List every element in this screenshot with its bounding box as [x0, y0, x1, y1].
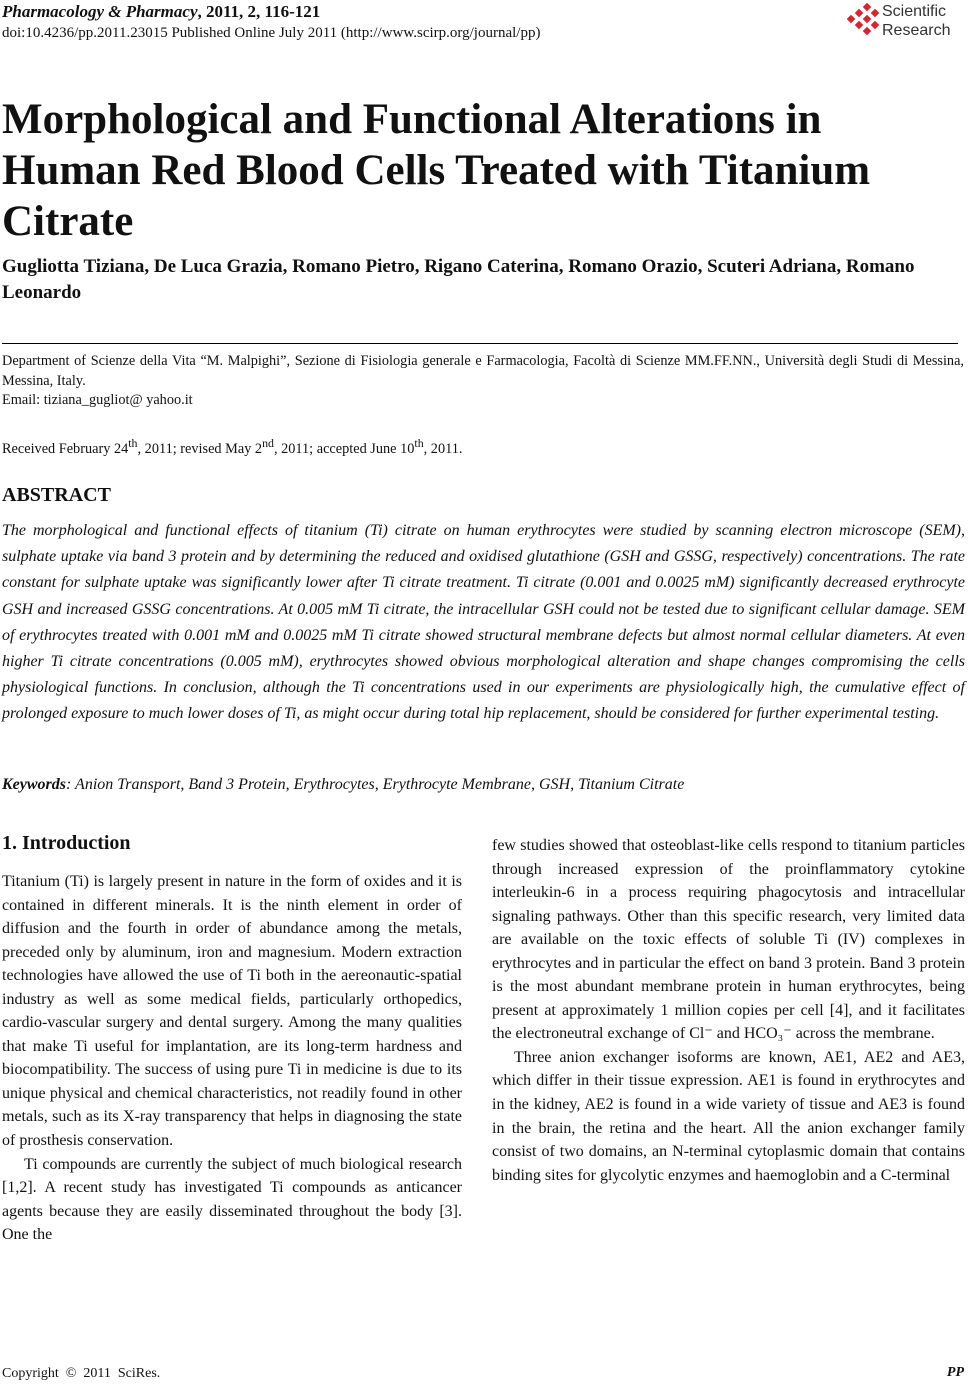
logo-diamonds-icon: [844, 2, 880, 42]
doi-line: doi:10.4236/pp.2011.23015 Published Online July 2011 (http://www.scirp.org/journal/pp): [2, 25, 541, 41]
affiliation: Department of Scienze della Vita “M. Malpighi”, Sezione di Fisiologia generale e Farmacologia, Facoltà di Scienze MM.FF.NN., Università degli Studi di Messina, Messina, Italy.: [2, 353, 964, 389]
authors: Gugliotta Tiziana, De Luca Grazia, Romano Pietro, Rigano Caterina, Romano Orazio, Scuteri Adriana, Romano Leonardo: [2, 256, 915, 303]
left-column: [2, 870, 462, 1247]
divider: [2, 343, 958, 344]
keywords: Keywords: Anion Transport, Band 3 Protein, Erythrocytes, Erythrocyte Membrane, GSH, Titanium Citrate: [2, 776, 685, 793]
paper-title: Morphological and Functional Alterations in Human Red Blood Cells Treated with Titanium Citrate: [2, 96, 871, 245]
right-column: [492, 834, 965, 1187]
journal-name: Pharmacology & Pharmacy: [2, 2, 198, 21]
abstract-text: The morphological and functional effects of titanium (Ti) citrate on human erythrocytes were studied by scanning electron microscope (SEM), sulphate uptake via band 3 protein and by determining the reduced and oxidised glutathione (GSH and GSSG, respectively) concentrations. The rate constant for sulphate uptake was significantly lower after Ti citrate treatment. Ti citrate (0.001 and 0.0025 mM) significantly decreased erythrocyte GSH and increased GSSG concentrations. At 0.005 mM Ti citrate, the intracellular GSH could not be tested due to significant cellular damage. SEM of erythrocytes treated with 0.001 mM and 0.0025 mM Ti citrate showed structural membrane defects but almost normal cellular diameters. At even higher Ti citrate concentrations (0.005 mM), erythrocytes showed obvious morphological alteration and shape changes compromising the cells physiological functions. In conclusion, although the Ti concentrations used in our experiments are physiologically high, the cumulative effect of prolonged exposure to much lower doses of Ti, as might occur during total hip replacement, should be considered for further experimental testing.: [2, 522, 965, 723]
abstract-heading: ABSTRACT: [2, 484, 111, 506]
copyright: Copyright © 2011 SciRes.: [2, 1366, 161, 1381]
received-dates: Received February 24th, 2011; revised May 2nd, 2011; accepted June 10th, 2011.: [2, 436, 463, 457]
email: Email: tiziana_gugliot@ yahoo.it: [2, 392, 193, 408]
logo-text: Scientific Research: [882, 3, 951, 39]
affiliation-block: [2, 352, 964, 411]
journal-abbreviation: PP: [946, 1365, 964, 1380]
paragraph: Titanium (Ti) is largely present in nature in the form of oxides and it is contained in different minerals. It is the ninth element in order of diffusion and the fourth in order of abundance among the metals, preceded only by aluminum, iron and magnesium. Modern extraction technologies have allowed the use of Ti both in the aereonautic-spatial industry as well as some medical fields, particularly orthopedics, cardio-vascular surgery and dental surgery. Among the many qualities that make Ti useful for implantation, are its long-term hardness and biocompatibility. The success of using pure Ti in medicine is due to its unique physical and chemical characteristics, not readily found in other metals, such as its X-ray transparency that helps in diagnosing the state of prosthesis conservation.: [2, 873, 462, 1150]
citation: , 2011, 2, 116-121: [197, 2, 321, 21]
paragraph: Three anion exchanger isoforms are known, AE1, AE2 and AE3, which differ in their tissue expression. AE1 is found in erythrocytes and in the kidney, AE2 is found in a wide variety of tissue and AE3 is found in the brain, the retina and the heart. All the anion exchanger family consist of two domains, an N-terminal cytoplasmic domain that contains binding sites for glycolytic enzymes and haemoglobin and a C-terminal: [492, 1048, 965, 1184]
section-heading-introduction: 1. Introduction: [2, 832, 131, 854]
journal-citation: [2, 2, 320, 22]
paragraph: few studies showed that osteoblast-like cells respond to titanium particles through increased expression of the proinflammatory cytokine interleukin-6 in a process requiring phagocytosis and intracellular signaling pathways. Other than this specific research, very limited data are available on the toxic effects of soluble Ti (IV) complexes in erythrocytes and in particular the effect on band 3 protein. Band 3 protein is the most abundant membrane protein in human erythrocytes, being present at approximately 1 million copies per cell [4], and it facilitates the electroneutral exchange of Cl⁻ and HCO₃⁻ across the membrane.: [492, 837, 965, 1043]
paragraph: Ti compounds are currently the subject of much biological research [1,2]. A recent study has investigated Ti compounds as anticancer agents because they are easily disseminated throughout the body [3]. One the: [2, 1155, 462, 1244]
scientific-research-logo: [844, 2, 964, 42]
